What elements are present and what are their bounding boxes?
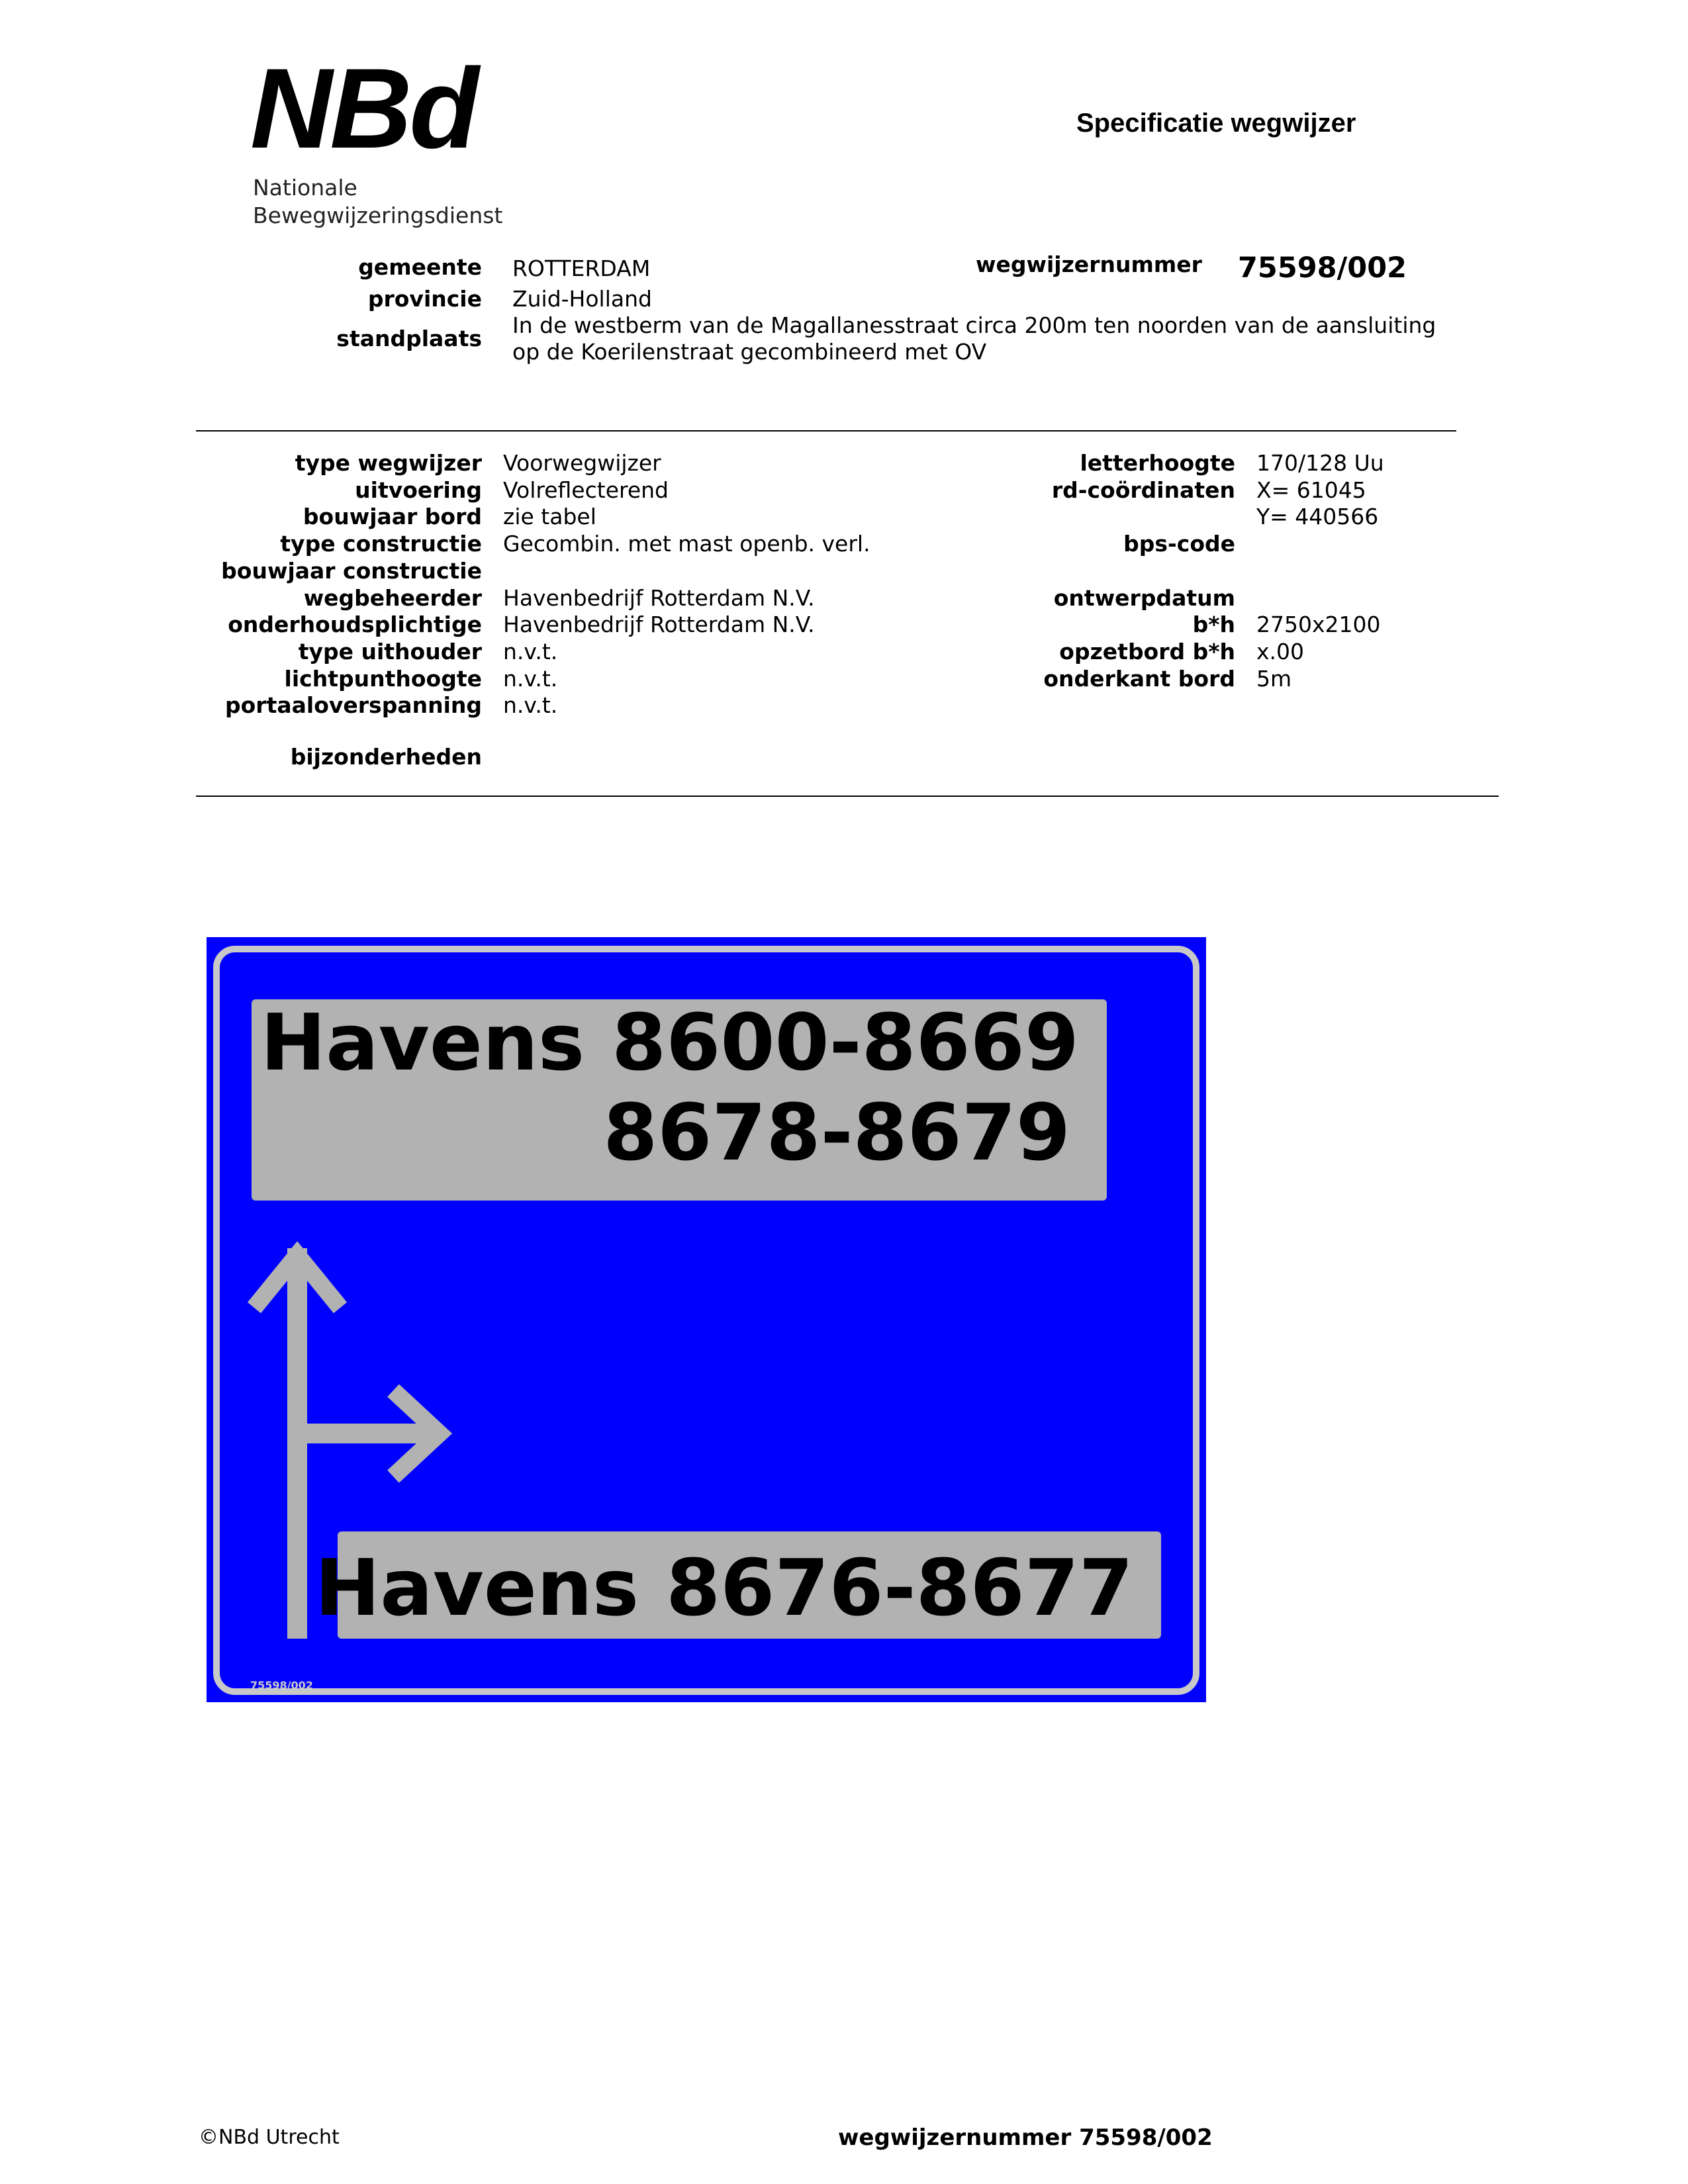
spec-left-value: n.v.t. (503, 638, 558, 664)
wegwijzernummer-value: 75598/002 (1238, 251, 1407, 285)
spec-left-label: bouwjaar bord (303, 504, 482, 530)
spec-left-label: wegbeheerder (303, 584, 482, 611)
spec-right-label: rd-coördinaten (1051, 477, 1235, 503)
spec-left-label: uitvoering (355, 477, 482, 503)
spec-right-value: 2750x2100 (1256, 612, 1381, 638)
spec-left-value: n.v.t. (503, 692, 558, 719)
spec-right-label: bps-code (1123, 531, 1235, 557)
spec-left-label: lichtpunthoogte (284, 665, 482, 692)
wegwijzernummer-label: wegwijzernummer (976, 251, 1202, 277)
spec-left-value: zie tabel (503, 504, 596, 530)
standplaats-label: standplaats (336, 326, 482, 351)
spec-left-label: bouwjaar constructie (221, 557, 482, 584)
spec-left-value: Gecombin. met mast openb. verl. (503, 531, 870, 557)
spec-right-value: Y= 440566 (1256, 504, 1379, 530)
signpost-illustration (207, 937, 1206, 1702)
panel-top-line2: 8678-8679 (603, 1087, 1070, 1178)
spec-right-label: ontwerpdatum (1053, 584, 1235, 611)
gemeente-label: gemeente (358, 254, 482, 280)
document-title: Specificatie wegwijzer (1076, 109, 1356, 138)
spec-right-value: X= 61045 (1256, 477, 1366, 503)
footer-copyright: ©NBd Utrecht (199, 2126, 340, 2149)
divider-bottom (196, 796, 1499, 797)
spec-left-label: onderhoudsplichtige (228, 612, 482, 638)
footer-wegwijzernummer: wegwijzernummer 75598/002 (838, 2124, 1213, 2151)
spec-right-label: b*h (1192, 612, 1235, 638)
sign-number-mark: 75598/002 (250, 1679, 313, 1692)
spec-right-label: opzetbord b*h (1059, 638, 1235, 664)
panel-bottom-text: Havens 8676-8677 (314, 1542, 1133, 1633)
spec-left-label: portaaloverspanning (225, 692, 482, 719)
nbd-logo: NBd (250, 45, 477, 172)
standplaats-value-line1: In de westberm van de Magallanesstraat circa 200m ten noorden van de aansluiting (512, 312, 1436, 338)
spec-left-value: Volreflecterend (503, 477, 669, 503)
spec-left-value: Havenbedrijf Rotterdam N.V. (503, 612, 815, 638)
spec-left-value: Havenbedrijf Rotterdam N.V. (503, 584, 815, 611)
provincie-label: provincie (367, 286, 482, 312)
divider-top (196, 430, 1456, 432)
bijzonderheden-label: bijzonderheden (290, 744, 482, 770)
spec-right-value: 5m (1256, 665, 1292, 692)
provincie-value: Zuid-Holland (512, 286, 652, 312)
org-name-line1: Nationale (253, 175, 357, 201)
spec-right-value: x.00 (1256, 638, 1305, 664)
org-name-line2: Bewegwijzeringsdienst (253, 203, 503, 228)
spec-left-label: type wegwijzer (295, 450, 482, 476)
spec-left-value: n.v.t. (503, 665, 558, 692)
spec-right-value: 170/128 Uu (1256, 450, 1384, 476)
gemeente-value: ROTTERDAM (512, 255, 651, 281)
spec-right-label: letterhoogte (1080, 450, 1235, 476)
standplaats-value-line2: op de Koerilenstraat gecombineerd met OV (512, 339, 987, 365)
spec-left-label: type constructie (280, 531, 482, 557)
spec-left-label: type uithouder (298, 638, 482, 664)
spec-right-label: onderkant bord (1043, 665, 1235, 692)
spec-left-value: Voorwegwijzer (503, 450, 661, 476)
panel-top-line1: Havens 8600-8669 (260, 997, 1079, 1088)
